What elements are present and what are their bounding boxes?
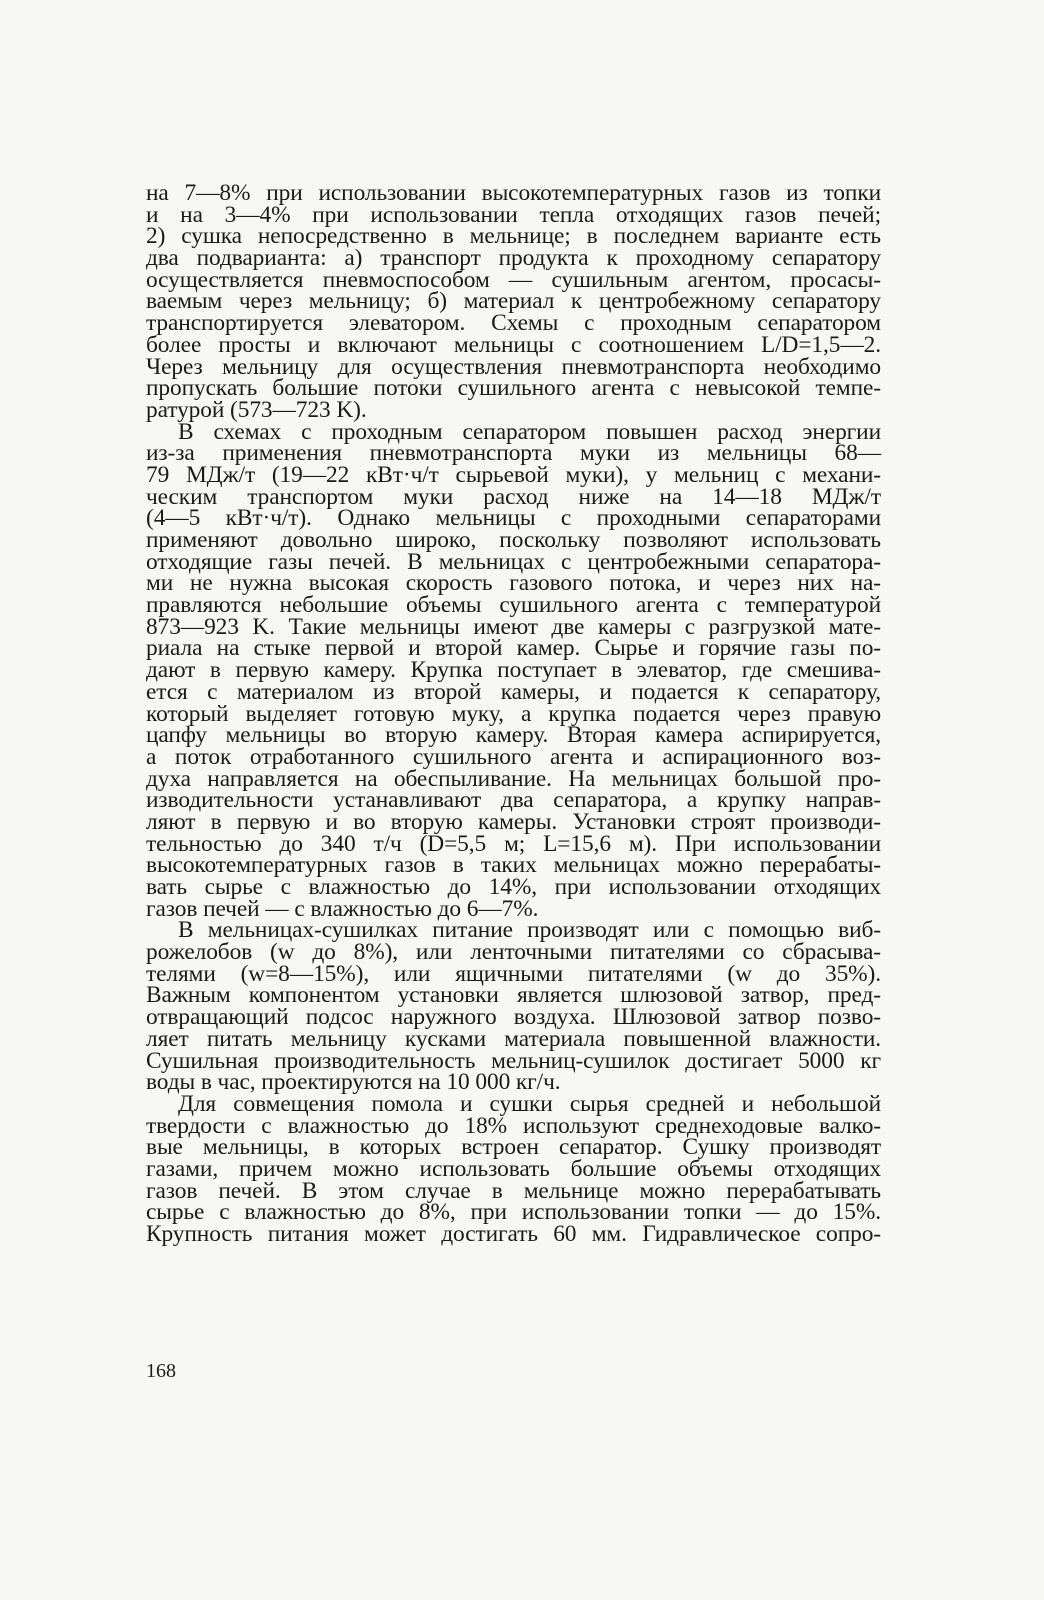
text-line: ческим транспортом муки расход ниже на 14—18 МДж/т: [146, 483, 881, 510]
text-line: транспортируется элеватором. Схемы с проходным сепаратором: [146, 310, 881, 337]
text-line: из-за применения пневмотранспорта муки из мельницы 68—: [146, 440, 881, 467]
text-line: а поток отработанного сушильного агента и аспирационного воз-: [146, 743, 881, 770]
text-line: В мельницах-сушилках питание производят или с помощью виб-: [178, 917, 881, 944]
text-line: вые мельницы, в которых встроен сепаратор. Сушку производят: [146, 1134, 881, 1161]
text-line: ваемым через мельницу; б) материал к центробежному сепаратору: [146, 288, 881, 315]
text-line: рожелобов (w до 8%), или ленточными питателями со сбрасыва-: [146, 939, 881, 966]
text-line: два подварианта: а) транспорт продукта к проходному сепаратору: [146, 245, 881, 272]
text-line: Через мельницу для осуществления пневмотранспорта необходимо: [146, 353, 881, 380]
text-line: отвращающий подсос наружного воздуха. Шлюзовой затвор позво-: [146, 1004, 881, 1031]
text-line: вать сырье с влажностью до 14%, при использовании отходящих: [146, 874, 881, 900]
text-line: телями (w=8—15%), или ящичными питателями (w до 35%).: [146, 960, 881, 987]
text-line: ляет питать мельницу кусками материала повышенной влажности.: [146, 1025, 881, 1052]
paragraph: [146, 1090, 881, 1247]
text-line: дают в первую камеру. Крупка поступает в элеватор, где смешива-: [146, 657, 881, 684]
text-line: духа направляется на обеспыливание. На мельницах большой про-: [146, 765, 881, 792]
text-line: правляются небольшие объемы сушильного агента с температурой: [146, 592, 881, 619]
page-body: [146, 180, 881, 1247]
text-line: осуществляется пневмоспособом — сушильным агентом, просасы-: [146, 266, 881, 293]
text-line: ляют в первую и во вторую камеры. Установки строят производи-: [146, 808, 881, 835]
text-line: 79 МДж/т (19—22 кВт·ч/т сырьевой муки), у мельниц с механи-: [146, 461, 881, 488]
text-line: ми не нужна высокая скорость газового потока, и через них на-: [146, 570, 881, 597]
text-line: твердости с влажностью до 18% используют среднеходовые валко-: [146, 1112, 881, 1139]
text-line: на 7—8% при использовании высокотемпературных газов из топки: [146, 180, 881, 206]
paragraph: [146, 917, 881, 1096]
text-line: отходящие газы печей. В мельницах с центробежными сепаратора-: [146, 548, 881, 575]
text-line: (4—5 кВт·ч/т). Однако мельницы с проходными сепараторами: [146, 505, 881, 532]
text-line: 2) сушка непосредственно в мельнице; в последнем варианте есть: [146, 223, 881, 250]
text-line: Важным компонентом установки является шлюзовой затвор, пред-: [146, 982, 881, 1009]
text-line: Для совмещения помола и сушки сырья средней и небольшой: [178, 1090, 881, 1117]
text-line: газами, причем можно использовать большие объемы отходящих: [146, 1155, 881, 1182]
text-line: сырье с влажностью до 8%, при использовании топки — до 15%.: [146, 1199, 881, 1226]
text-line: газов печей — с влажностью до 6—7%.: [146, 895, 539, 922]
text-line: Сушильная производительность мельниц-сушилок достигает 5000 кг: [146, 1047, 881, 1074]
text-line: применяют довольно широко, поскольку позволяют использовать: [146, 527, 881, 553]
text-line: тельностью до 340 т/ч (D=5,5 м; L=15,6 м). При использовании: [146, 830, 881, 857]
text-line: и на 3—4% при использовании тепла отходящих газов печей;: [146, 201, 881, 228]
text-line: который выделяет готовую муку, а крупка подается через правую: [146, 700, 881, 727]
text-line: 873—923 K. Такие мельницы имеют две камеры с разгрузкой мате-: [146, 613, 881, 640]
page-number: 168: [146, 1360, 176, 1382]
text-line: риала на стыке первой и второй камер. Сырье и горячие газы по-: [146, 635, 881, 662]
text-line: пропускать большие потоки сушильного агента с невысокой темпе-: [146, 375, 881, 402]
paragraph: [146, 418, 881, 922]
text-line: цапфу мельницы во вторую камеру. Вторая камера аспирируется,: [146, 722, 881, 749]
text-line: ется с материалом из второй камеры, и подается к сепаратору,: [146, 678, 881, 705]
text-line: Крупность питания может достигать 60 мм. Гидравлическое сопро-: [146, 1221, 881, 1247]
text-line: В схемах с проходным сепаратором повышен расход энергии: [178, 418, 881, 445]
text-line: ратурой (573—723 K).: [146, 396, 367, 423]
text-line: высокотемпературных газов в таких мельницах можно перерабаты-: [146, 852, 881, 879]
paragraph: [146, 180, 881, 423]
text-line: изводительности устанавливают два сепаратора, а крупку направ-: [146, 787, 881, 814]
text-line: газов печей. В этом случае в мельнице можно перерабатывать: [146, 1177, 881, 1204]
text-line: более просты и включают мельницы с соотношением L/D=1,5—2.: [146, 331, 881, 358]
text-line: воды в час, проектируются на 10 000 кг/ч.: [146, 1069, 561, 1096]
